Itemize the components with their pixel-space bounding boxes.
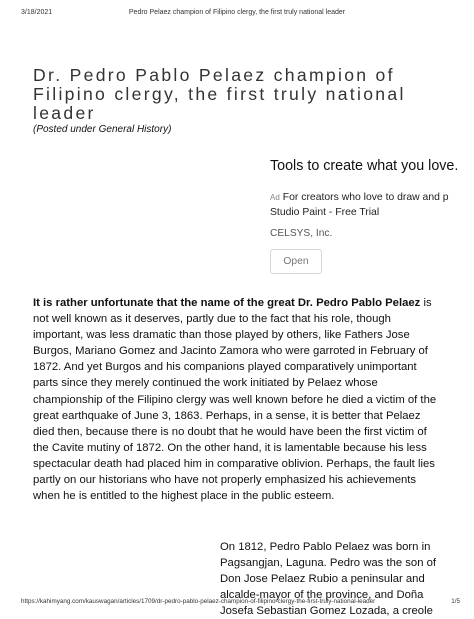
posted-suffix: ) (168, 124, 172, 135)
posted-prefix: (Posted under (33, 124, 99, 135)
posted-under (33, 124, 171, 135)
print-date: 3/18/2021 (21, 9, 53, 16)
article-title: Dr. Pedro Pablo Pelaez champion of Filipino clergy, the first truly national leader (33, 65, 406, 123)
print-url: https://kahimyang.com/kauswagan/articles/1709/dr-pedro-pablo-pelaez-champion-of-filipino-clergy-the-first-truly-national-leader (21, 598, 376, 605)
ad-body[interactable] (270, 191, 474, 220)
print-page-number: 1/5 (451, 598, 460, 605)
article-paragraph-2: On 1812, Pedro Pablo Pelaez was born in Pagsangjan, Laguna. Pedro was the son of Don Jose Pelaez Rubio a peninsular and alcalde-mayor of the province, and Doña Josefa Sebastian Gomez Lozada, a creole (220, 541, 437, 618)
ad-body-line2: Studio Paint - Free Trial (270, 206, 380, 218)
ad-body-line1: For creators who love to draw and p (282, 192, 449, 203)
article-paragraph-1 (33, 295, 443, 504)
paragraph-1-text: is not well known as it deserves, partly due to the fact that his role, though important, was less dramatic than those played by others, like Fathers Jose Burgos, Mariano Gomez and Jacinto Zamora who were garroted in February of 1872. And yet Burgos and his companions played comparatively unimportant parts since they merely continued the work initiated by Pelaez whose championship of the Filipino clergy was well known before he died a victim of the great earthquake of June 3, 1863. Perhaps, in a sense, it is better that Pelaez died then, because there is no doubt that he would have been the first victim of the Cavite mutiny of 1872. On the other hand, it is lamentable because his less spectacular death had placed him in comparative oblivion. Perhaps, the fault lies partly on our historians who have not properly emphasized his achievements when he is entitled to the highest place in the public esteem. (33, 297, 437, 503)
ad-tag: Ad (270, 193, 280, 202)
lead-text: It is rather unfortunate that the name of the great Dr. Pedro Pablo Pelaez (33, 297, 421, 309)
ad-open-button[interactable]: Open (270, 249, 322, 274)
category-link[interactable]: General History (98, 124, 169, 135)
print-page-title: Pedro Pelaez champion of Filipino clergy, the first truly national leader (128, 9, 346, 16)
ad-brand: CELSYS, Inc. (270, 228, 333, 239)
ad-headline[interactable]: Tools to create what you love. (270, 158, 459, 174)
advertisement (270, 156, 474, 274)
